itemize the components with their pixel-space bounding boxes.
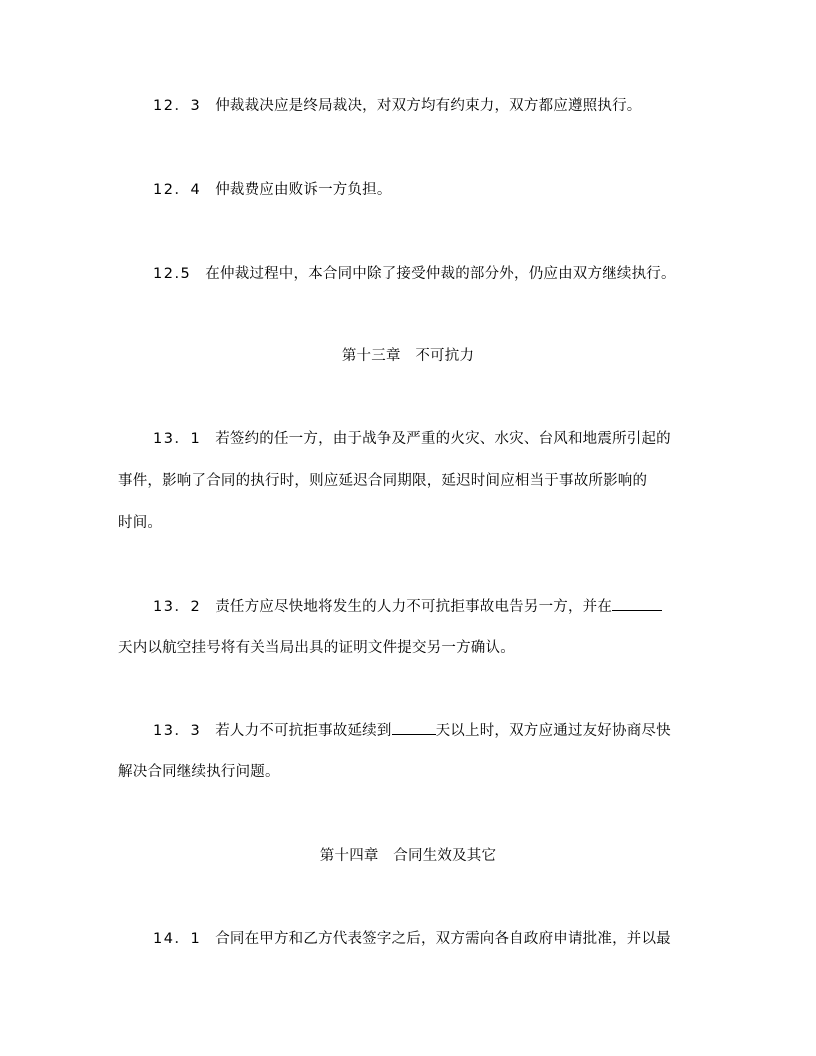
clause-number: 13．2 (153, 599, 202, 615)
clause-13-3-line-2: 解决合同继续执行问题。 (118, 764, 280, 780)
clause-text: 合同在甲方和乙方代表签字之后，双方需向各自政府申请批准，并以最 (215, 931, 671, 947)
clause-number: 13．1 (153, 431, 202, 447)
chapter-14-heading: 第十四章 合同生效及其它 (319, 848, 497, 864)
clause-text-b: 天以上时，双方应通过友好协商尽快 (435, 723, 671, 739)
clause-12-3 (153, 96, 642, 116)
clause-number: 12．4 (153, 182, 202, 198)
clause-13-1-line-2: 事件，影响了合同的执行时，则应延迟合同期限，延迟时间应相当于事故所影响的 (118, 473, 648, 489)
chapter-13-heading: 第十三章 不可抗力 (341, 348, 475, 364)
blank-days-field (392, 720, 436, 735)
clause-12-5 (153, 264, 676, 284)
clause-text: 仲裁裁决应是终局裁决，对双方均有约束力，双方都应遵照执行。 (215, 98, 642, 114)
clause-text: 若签约的任一方，由于战争及严重的火灾、水灾、台风和地震所引起的 (215, 431, 671, 447)
clause-text: 责任方应尽快地将发生的人力不可抗拒事故电告另一方，并在 (215, 599, 613, 615)
clause-number: 14．1 (153, 931, 202, 947)
clause-text-a: 若人力不可抗拒事故延续到 (215, 723, 392, 739)
clause-13-2-line-1 (153, 596, 662, 617)
clause-12-4 (153, 180, 392, 200)
clause-text: 仲裁费应由败诉一方负担。 (215, 182, 392, 198)
clause-13-2-line-2: 天内以航空挂号将有关当局出具的证明文件提交另一方确认。 (118, 640, 515, 656)
clause-13-1-line-3: 时间。 (118, 515, 163, 531)
clause-14-1-line-1 (153, 929, 671, 949)
clause-number: 12.5 (153, 266, 192, 282)
clause-13-3-line-1 (153, 720, 671, 741)
clause-13-1-line-1 (153, 429, 671, 449)
clause-text: 在仲裁过程中，本合同中除了接受仲裁的部分外，仍应由双方继续执行。 (205, 266, 676, 282)
blank-days-field (612, 596, 662, 611)
clause-number: 12．3 (153, 98, 202, 114)
clause-number: 13．3 (153, 723, 202, 739)
